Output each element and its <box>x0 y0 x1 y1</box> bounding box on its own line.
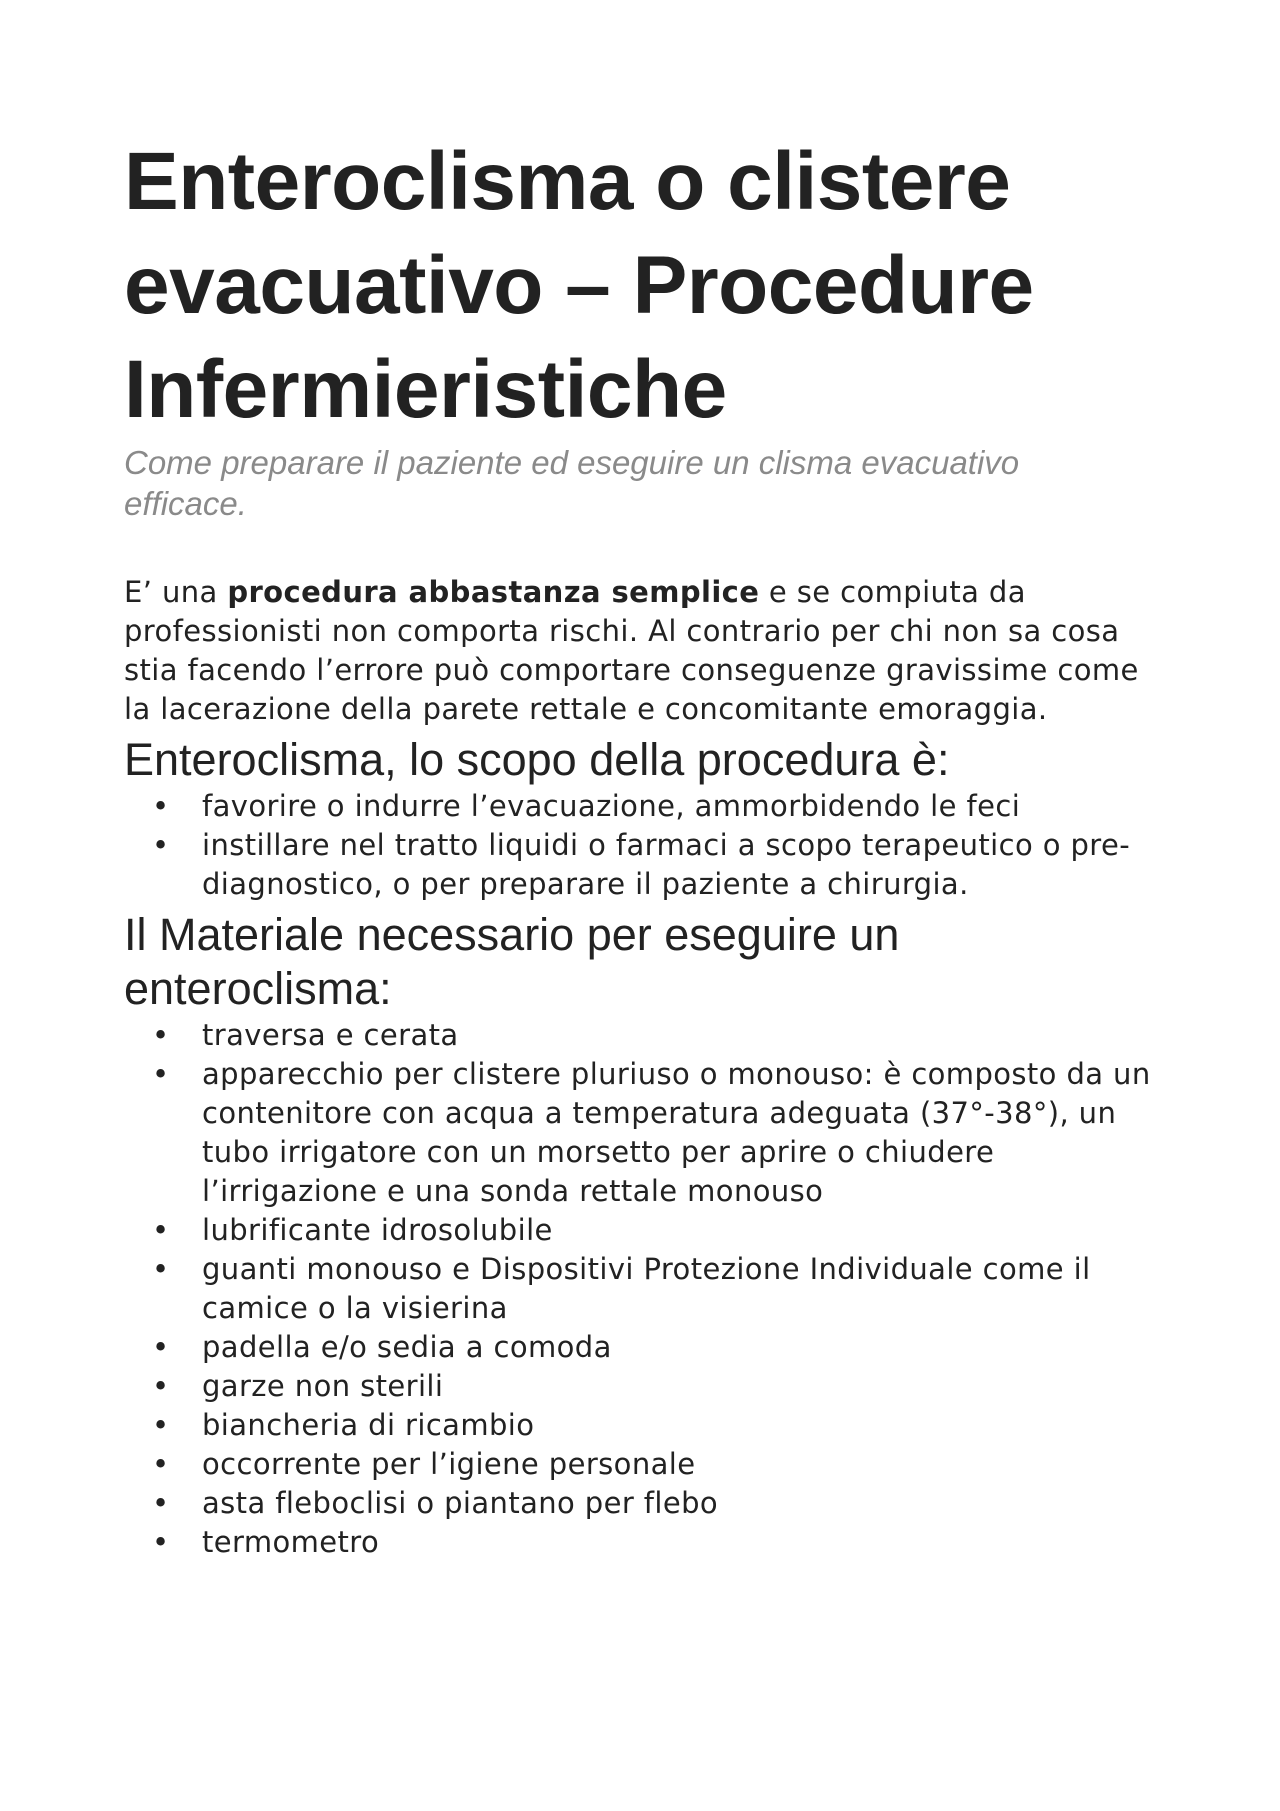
list-item-text: padella e/o sedia a comoda <box>202 1330 612 1364</box>
list-item <box>152 1328 1164 1367</box>
list-item <box>152 1250 1164 1328</box>
bullet: • <box>152 828 170 862</box>
title-line: Infermieristiche <box>124 344 727 435</box>
list-item-text: termometro <box>202 1525 380 1559</box>
bullet: • <box>152 1330 170 1364</box>
section-heading-materials: Il Materiale necessario per eseguire un enteroclisma: <box>124 909 900 1014</box>
list-item-text: instillare nel tratto liquidi o farmaci a scopo terapeutico o pre-diagnostico, o per preparare il paziente a chirurgia. <box>202 828 1131 901</box>
section-heading-purpose: Enteroclisma, lo scopo della procedura è: <box>124 734 950 785</box>
list-item <box>152 1211 1164 1250</box>
intro-suffix: e se compiuta da professionisti non comporta rischi. Al contrario per chi non sa cosa stia facendo l’errore può comportare conseguenze gravissime come la lacerazione della parete rettale e concomitante emoraggia. <box>124 575 1139 726</box>
intro-paragraph <box>124 573 1164 729</box>
list-item <box>152 1016 1164 1055</box>
list-item-text: favorire o indurre l’evacuazione, ammorbidendo le feci <box>202 789 1021 823</box>
list-item <box>152 1367 1164 1406</box>
list-item-text: garze non sterili <box>202 1369 444 1403</box>
page-subtitle: Come preparare il paziente ed eseguire un clisma evacuativo efficace. <box>124 444 1020 522</box>
bullet: • <box>152 1018 170 1052</box>
bullet: • <box>152 1447 170 1481</box>
bullet: • <box>152 1369 170 1403</box>
page-title <box>124 130 1164 442</box>
bullet: • <box>152 1408 170 1442</box>
document-page <box>124 130 1164 1566</box>
intro-bold: procedura abbastanza semplice <box>227 575 760 609</box>
list-item <box>152 1484 1164 1523</box>
list-item <box>152 1445 1164 1484</box>
title-line: evacuativo – Procedure <box>124 240 1034 331</box>
intro-prefix: E’ una <box>124 575 228 609</box>
list-item-text: lubrificante idrosolubile <box>202 1213 553 1247</box>
list-item <box>152 826 1164 904</box>
purpose-list <box>124 787 1164 904</box>
list-item <box>152 1055 1164 1211</box>
list-item <box>152 1406 1164 1445</box>
list-item-text: asta fleboclisi o piantano per flebo <box>202 1486 719 1520</box>
bullet: • <box>152 1486 170 1520</box>
materials-list <box>124 1016 1164 1562</box>
bullet: • <box>152 1525 170 1559</box>
list-item <box>152 787 1164 826</box>
list-item <box>152 1523 1164 1562</box>
list-item-text: occorrente per l’igiene personale <box>202 1447 696 1481</box>
list-item-text: biancheria di ricambio <box>202 1408 535 1442</box>
bullet: • <box>152 1252 170 1286</box>
bullet: • <box>152 1057 170 1091</box>
bullet: • <box>152 789 170 823</box>
list-item-text: guanti monouso e Dispositivi Protezione Individuale come il camice o la visierina <box>202 1252 1091 1325</box>
list-item-text: traversa e cerata <box>202 1018 459 1052</box>
list-item-text: apparecchio per clistere pluriuso o monouso: è composto da un contenitore con acqua a temperatura adeguata (37°-38°), un tubo irrigatore con un morsetto per aprire o chiudere l’irrigazione e una sonda rettale monouso <box>202 1057 1151 1208</box>
title-line: Enteroclisma o clistere <box>124 136 1011 227</box>
bullet: • <box>152 1213 170 1247</box>
